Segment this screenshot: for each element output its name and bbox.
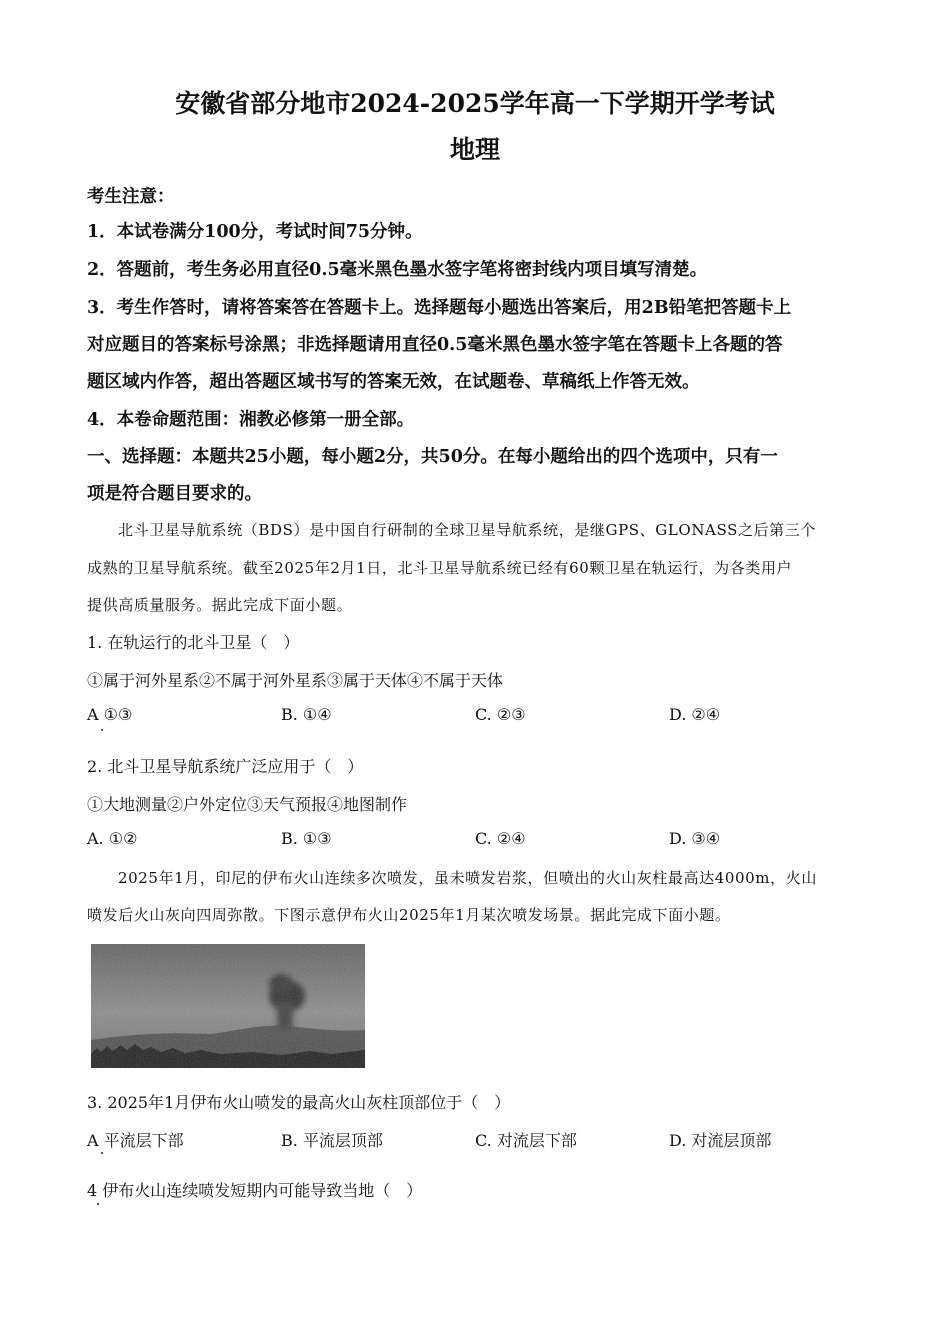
- notice-item: 对应题目的答案标号涂黑；非选择题请用直径0.5毫米黑色墨水签字笔在答题卡上各题的答: [87, 335, 783, 355]
- question-stem: 3. 2025年1月伊布火山喷发的最高火山灰柱顶部位于（ ）: [87, 1093, 511, 1112]
- exam-title: 安徽省部分地市2024-2025学年高一下学期开学考试: [175, 89, 775, 118]
- section-heading: 一、选择题：本题共25小题，每小题2分，共50分。在每小题给出的四个选项中，只有一: [87, 447, 778, 467]
- option-c: C. ②③: [475, 705, 526, 724]
- question-stem: 1. 在轨运行的北斗卫星（ ）: [87, 633, 300, 652]
- option-a: A 平流层下部: [87, 1131, 184, 1150]
- notice-item: 4．本卷命题范围：湘教必修第一册全部。: [87, 410, 415, 430]
- passage-line: 提供高质量服务。据此完成下面小题。: [87, 596, 353, 614]
- question-statements: ①属于河外星系②不属于河外星系③属于天体④不属于天体: [87, 671, 504, 690]
- volcano-photo-graphic: [91, 944, 365, 1068]
- notice-heading: 考生注意：: [87, 187, 175, 207]
- notice-item: 题区域内作答，超出答题区域书写的答案无效，在试题卷、草稿纸上作答无效。: [87, 372, 700, 392]
- option-d: D. 对流层顶部: [669, 1131, 772, 1150]
- passage-line: 成熟的卫星导航系统。截至2025年2月1日，北斗卫星导航系统已经有60颗卫星在轨运行，为各类用户: [87, 559, 793, 577]
- passage-line: 北斗卫星导航系统（BDS）是中国自行研制的全球卫星导航系统，是继GPS、GLONASS之后第三个: [118, 521, 816, 539]
- bullet-dot: [97, 1203, 99, 1205]
- question-stem: 4 伊布火山连续喷发短期内可能导致当地（ ）: [87, 1181, 423, 1200]
- option-d: D. ③④: [669, 829, 721, 848]
- notice-item: 1．本试卷满分100分，考试时间75分钟。: [87, 222, 423, 242]
- option-b: B. ①③: [281, 829, 332, 848]
- passage-line: 2025年1月，印尼的伊布火山连续多次喷发，虽未喷发岩浆，但喷出的火山灰柱最高达4000m，火山: [118, 869, 817, 887]
- notice-item: 3．考生作答时，请将答案答在答题卡上。选择题每小题选出答案后，用2B铅笔把答题卡上: [87, 298, 792, 318]
- passage-line: 喷发后火山灰向四周弥散。下图示意伊布火山2025年1月某次喷发场景。据此完成下面小题。: [87, 906, 731, 924]
- option-b: B. ①④: [281, 705, 332, 724]
- volcano-eruption-photo: [91, 944, 365, 1068]
- section-heading: 项是符合题目要求的。: [87, 484, 262, 504]
- notice-item: 2．答题前，考生务必用直径0.5毫米黑色墨水签字笔将密封线内项目填写清楚。: [87, 260, 708, 280]
- bullet-dot: [101, 729, 103, 731]
- option-a: A. ①②: [87, 829, 138, 848]
- question-statements: ①大地测量②户外定位③天气预报④地图制作: [87, 795, 408, 814]
- option-b: B. 平流层顶部: [281, 1131, 383, 1150]
- question-stem: 2. 北斗卫星导航系统广泛应用于（ ）: [87, 757, 364, 776]
- option-a: A ①③: [87, 705, 133, 724]
- option-c: C. 对流层下部: [475, 1131, 577, 1150]
- bullet-dot: [101, 1152, 103, 1154]
- option-c: C. ②④: [475, 829, 526, 848]
- option-d: D. ②④: [669, 705, 721, 724]
- subject-title: 地理: [449, 135, 500, 164]
